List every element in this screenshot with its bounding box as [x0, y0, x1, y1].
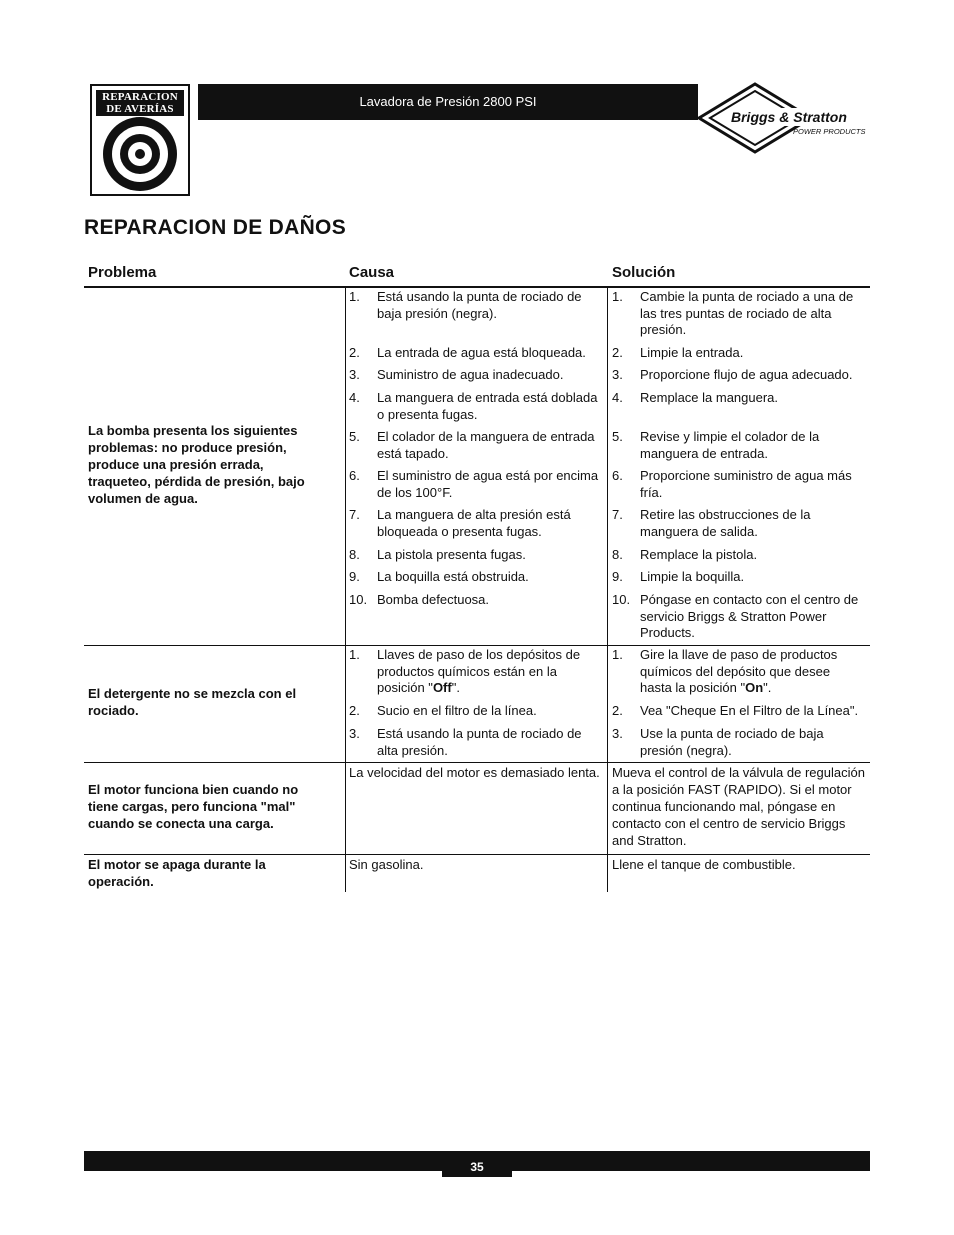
column-header-solution: Solución: [612, 264, 676, 281]
item-number: 8.: [349, 547, 360, 562]
column-header-cause: Causa: [349, 264, 395, 281]
item-text: Vea "Cheque En el Filtro de la Línea".: [640, 703, 859, 718]
text-part: ".: [451, 680, 460, 695]
table-header-rule: [84, 286, 870, 288]
item-number: 1.: [612, 647, 623, 662]
item-number: 5.: [349, 429, 360, 444]
troubleshooting-logo: [90, 84, 190, 196]
page-title: REPARACION DE DAÑOS: [84, 216, 346, 239]
item-text: La pistola presenta fugas.: [377, 547, 526, 562]
logo-line2: DE AVERÍAS: [106, 103, 174, 115]
row-divider-2: [84, 762, 870, 763]
item-text: Remplace la manguera.: [640, 390, 779, 405]
text-part: ".: [763, 680, 772, 695]
item-text: La boquilla está obstruida.: [377, 569, 529, 584]
item-number: 4.: [612, 390, 623, 405]
column-divider-2: [607, 286, 608, 892]
item-number: 9.: [612, 569, 623, 584]
item-number: 10.: [612, 592, 631, 607]
problem-cell: El detergente no se mezcla con el rociado.: [88, 686, 297, 718]
item-number: 4.: [349, 390, 360, 405]
cause-cell: Sin gasolina.: [349, 857, 424, 872]
logo-line1: REPARACION: [102, 91, 178, 103]
problem-cell: El motor se apaga durante la operación.: [88, 857, 266, 889]
item-text: [377, 647, 605, 697]
item-text: Proporcione flujo de agua adecuado.: [640, 367, 853, 382]
problem-cell: El motor funciona bien cuando no tiene cargas, pero funciona "mal" cuando se conecta una carga.: [88, 782, 299, 831]
solution-cell: Mueva el control de la válvula de regulación a la posición FAST (RAPIDO). Si el motor continua funcionando mal, póngase en contacto con el centro de servicio Briggs and Stratton.: [612, 765, 865, 848]
text-part: Gire la llave de paso de productos químicos del depósito que desee hasta la posición ": [640, 647, 838, 695]
solution-cell: Llene el tanque de combustible.: [612, 857, 796, 872]
item-number: 9.: [349, 569, 360, 584]
brand-name: Briggs & Stratton: [731, 109, 847, 125]
item-text: Remplace la pistola.: [640, 547, 758, 562]
item-number: 2.: [349, 345, 360, 360]
item-text: La entrada de agua está bloqueada.: [377, 345, 586, 360]
item-number: 7.: [612, 507, 623, 522]
item-number: 2.: [612, 703, 623, 718]
item-text: Bomba defectuosa.: [377, 592, 490, 607]
item-text: Limpie la entrada.: [640, 345, 744, 360]
header-title: Lavadora de Presión 2800 PSI: [359, 94, 537, 109]
problem-cell: La bomba presenta los siguientes problemas: no produce presión, produce una presión errada, traqueteo, pérdida de presión, bajo volumen de agua.: [88, 423, 305, 506]
logo-plate: [96, 90, 184, 116]
item-number: 2.: [349, 703, 360, 718]
item-number: 5.: [612, 429, 623, 444]
text-bold: On: [745, 680, 764, 695]
item-number: 6.: [612, 468, 623, 483]
item-text: El colador de la manguera de entrada está tapado.: [377, 429, 595, 461]
briggs-stratton-logo: [697, 82, 872, 154]
item-text: Suministro de agua inadecuado.: [377, 367, 564, 382]
item-number: 3.: [612, 726, 623, 741]
page-number: 35: [442, 1153, 512, 1177]
item-number: 6.: [349, 468, 360, 483]
item-text: Póngase en contacto con el centro de servicio Briggs & Stratton Power Products.: [640, 592, 859, 640]
column-header-problem: Problema: [88, 264, 157, 281]
item-number: 3.: [349, 726, 360, 741]
item-text: Proporcione suministro de agua más fría.: [640, 468, 852, 500]
item-text: [640, 647, 864, 697]
text-part: Llaves de paso de los depósitos de productos químicos están en la posición ": [377, 647, 581, 695]
column-divider-1: [345, 286, 346, 892]
item-number: 2.: [612, 345, 623, 360]
row-divider-1: [84, 645, 870, 646]
row-divider-3: [84, 854, 870, 855]
cause-cell: La velocidad del motor es demasiado lenta.: [349, 765, 600, 780]
item-number: 8.: [612, 547, 623, 562]
text-bold: Off: [432, 680, 452, 695]
item-text: Está usando la punta de rociado de baja presión (negra).: [377, 289, 582, 321]
item-number: 1.: [349, 647, 360, 662]
item-text: Limpie la boquilla.: [640, 569, 745, 584]
item-text: Retire las obstrucciones de la manguera de salida.: [640, 507, 811, 539]
item-number: 10.: [349, 592, 368, 607]
brand-sub: POWER PRODUCTS: [793, 127, 866, 136]
item-text: La manguera de entrada está doblada o presenta fugas.: [377, 390, 598, 422]
item-number: 1.: [612, 289, 623, 304]
item-text: Use la punta de rociado de baja presión (negra).: [640, 726, 824, 758]
target-icon: [94, 116, 186, 192]
item-number: 3.: [349, 367, 360, 382]
item-text: La manguera de alta presión está bloqueada o presenta fugas.: [377, 507, 571, 539]
header-bar: [198, 84, 698, 120]
item-text: Cambie la punta de rociado a una de las tres puntas de rociado de alta presión.: [640, 289, 854, 337]
item-number: 1.: [349, 289, 360, 304]
item-number: 3.: [612, 367, 623, 382]
item-number: 7.: [349, 507, 360, 522]
item-text: Sucio en el filtro de la línea.: [377, 703, 537, 718]
item-text: El suministro de agua está por encima de los 100°F.: [377, 468, 599, 500]
item-text: Revise y limpie el colador de la manguera de entrada.: [640, 429, 820, 461]
item-text: Está usando la punta de rociado de alta presión.: [377, 726, 582, 758]
